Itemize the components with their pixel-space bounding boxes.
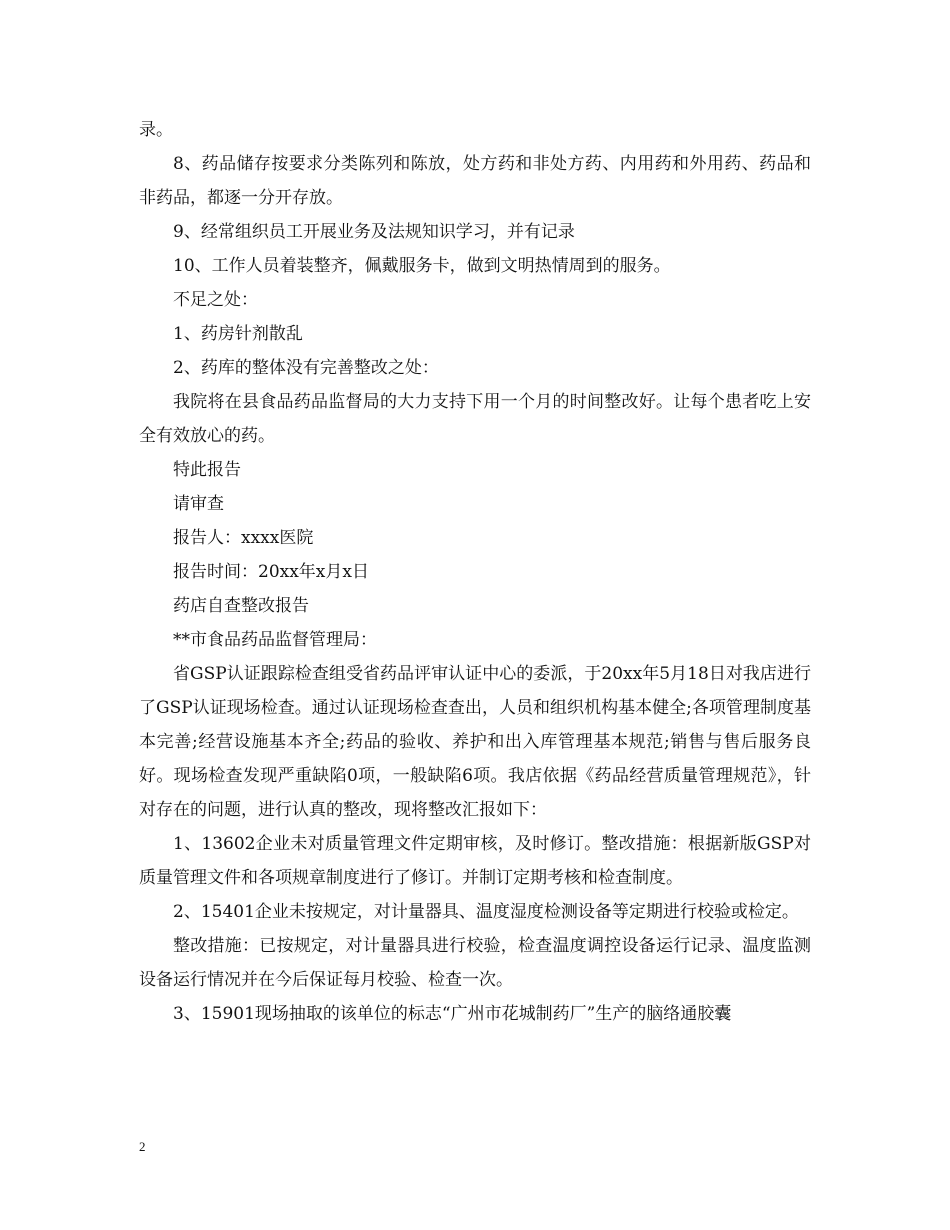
paragraph: 9、经常组织员工开展业务及法规知识学习，并有记录 (173, 222, 575, 242)
paragraph: 我院将在县食品药品监督局的大力支持下用一个月的时间整改好。让每个患者吃上安全有效放心的药。 (139, 392, 811, 446)
paragraph: 药店自查整改报告 (173, 596, 309, 616)
paragraph: 请审查 (173, 494, 224, 514)
document-body (139, 113, 811, 1031)
paragraph: 不足之处： (173, 290, 258, 310)
paragraph: 1、药房针剂散乱 (173, 324, 303, 344)
paragraph: 2、药库的整体没有完善整改之处： (173, 358, 439, 378)
paragraph: 1、13602企业未对质量管理文件定期审核，及时修订。整改措施：根据新版GSP对质量管理文件和各项规章制度进行了修订。并制订定期考核和检查制度。 (139, 834, 811, 888)
paragraph: 录。 (139, 120, 173, 140)
paragraph: 报告人：xxxx医院 (173, 528, 314, 548)
paragraph: 整改措施：已按规定，对计量器具进行校验，检查温度调控设备运行记录、温度监测设备运行情况并在今后保证每月校验、检查一次。 (139, 936, 811, 990)
paragraph: 3、15901现场抽取的该单位的标志“广州市花城制药厂”生产的脑络通胶囊 (173, 1004, 732, 1024)
paragraph: 8、药品储存按要求分类陈列和陈放，处方药和非处方药、内用药和外用药、药品和非药品，都逐一分开存放。 (139, 154, 811, 208)
paragraph: **市食品药品监督管理局： (173, 630, 377, 650)
page-number: 2 (139, 1139, 146, 1154)
paragraph: 特此报告 (173, 460, 241, 480)
paragraph: 10、工作人员着装整齐，佩戴服务卡，做到文明热情周到的服务。 (173, 256, 671, 276)
paragraph: 2、15401企业未按规定，对计量器具、温度湿度检测设备等定期进行校验或检定。 (173, 902, 799, 922)
paragraph: 报告时间：20xx年x月x日 (173, 562, 369, 582)
paragraph: 省GSP认证跟踪检查组受省药品评审认证中心的委派，于20xx年5月18日对我店进行了GSP认证现场检查。通过认证现场检查查出，人员和组织机构基本健全;各项管理制度基本完善;经营设施基本齐全;药品的验收、养护和出入库管理基本规范;销售与售后服务良好。现场检查发现严重缺陷0项，一般缺陷6项。我店依据《药品经营质量管理规范》，针对存在的问题，进行认真的整改，现将整改汇报如下： (139, 664, 811, 820)
